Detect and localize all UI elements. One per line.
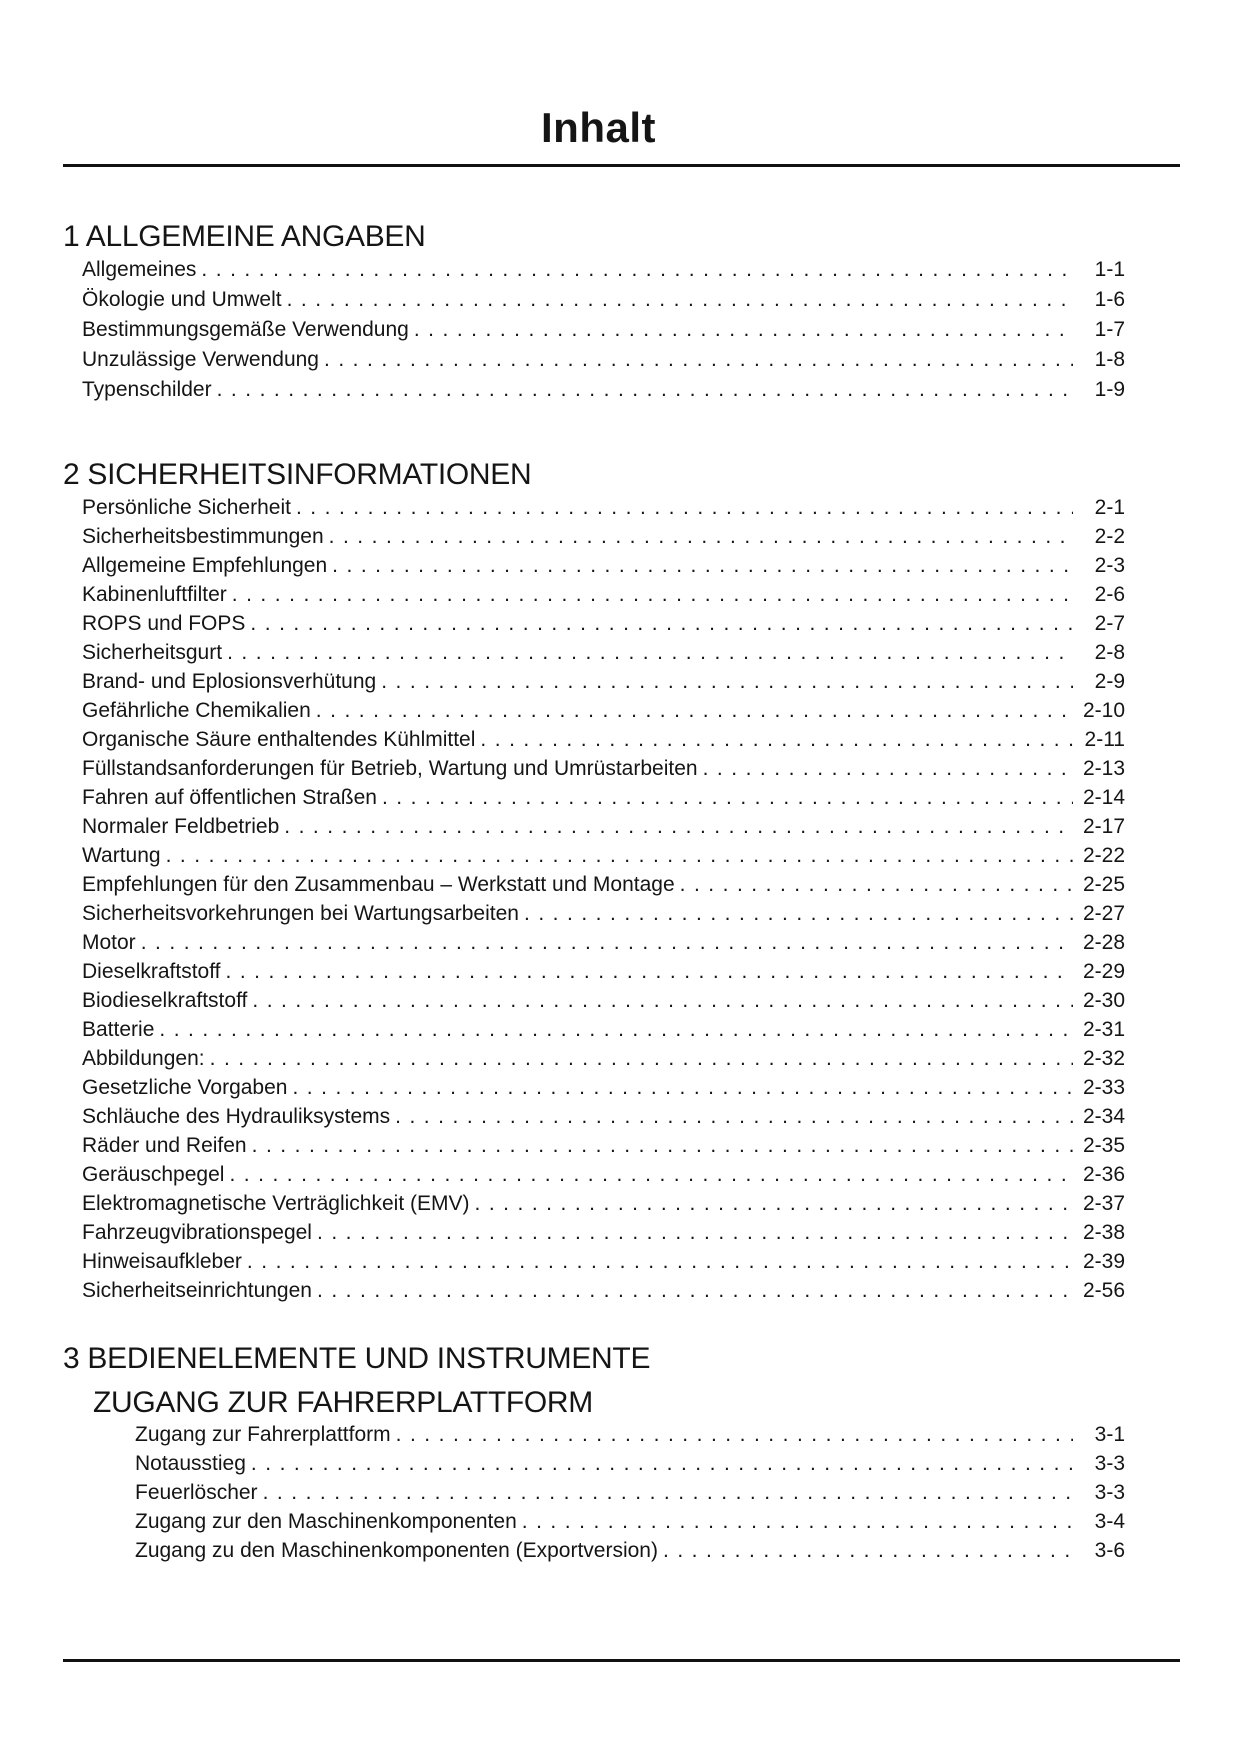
- dot-leader: [287, 1073, 1073, 1102]
- dot-leader: [291, 493, 1073, 522]
- toc-entry-label: Fahrzeugvibrationspegel: [82, 1221, 312, 1244]
- dot-leader: [409, 315, 1073, 345]
- toc-entry: [63, 1131, 1180, 1160]
- toc-entry-label: Brand- und Eplosionsverhütung: [82, 670, 377, 693]
- toc-entry-page: 2-8: [1094, 641, 1125, 664]
- toc-entry-label: Zugang zur den Maschinenkomponenten: [135, 1510, 517, 1533]
- toc-entry-label: Ökologie und Umwelt: [82, 288, 282, 311]
- section-heading: 3 BEDIENELEMENTE UND INSTRUMENTE: [63, 1342, 651, 1375]
- dot-leader: [475, 725, 1073, 754]
- toc-section-2: [63, 457, 1180, 1305]
- dot-leader: [247, 1131, 1073, 1160]
- toc-entry-label: ROPS und FOPS: [82, 612, 246, 635]
- dot-leader: [224, 1160, 1073, 1189]
- toc-entry: [63, 1160, 1180, 1189]
- toc-entry: [63, 522, 1180, 551]
- toc-entry: [63, 1507, 1180, 1536]
- dot-leader: [391, 1420, 1073, 1449]
- toc-entry-page: 1-1: [1094, 258, 1125, 281]
- toc-entry: [63, 1449, 1180, 1478]
- toc-entry-page: 2-33: [1082, 1076, 1125, 1099]
- toc-entry: [63, 1073, 1180, 1102]
- toc-entry-label: Zugang zu den Maschinenkomponenten (Exportversion): [135, 1539, 658, 1562]
- toc-entry-label: Feuerlöscher: [135, 1481, 258, 1504]
- toc-entry-label: Gesetzliche Vorgaben: [82, 1076, 288, 1099]
- toc-entry-label: Normaler Feldbetrieb: [82, 815, 280, 838]
- toc-entry-label: Organische Säure enthaltendes Kühlmittel: [82, 728, 476, 751]
- dot-leader: [258, 1478, 1073, 1507]
- toc-entry-page: 2-7: [1094, 612, 1125, 635]
- dot-leader: [154, 1015, 1073, 1044]
- toc-entry: [63, 1478, 1180, 1507]
- toc-entry-label: Typenschilder: [82, 378, 212, 401]
- toc-entry-label: Wartung: [82, 844, 161, 867]
- toc-section-3: [63, 1341, 1180, 1565]
- toc-entry: [63, 1015, 1180, 1044]
- toc-entry-page: 1-6: [1094, 288, 1125, 311]
- toc-entry: [63, 580, 1180, 609]
- title-rule: [63, 164, 1180, 167]
- dot-leader: [245, 609, 1073, 638]
- dot-leader: [246, 1449, 1073, 1478]
- dot-leader: [282, 285, 1073, 315]
- toc-entry-page: 2-56: [1082, 1279, 1125, 1302]
- toc-entry: [63, 696, 1180, 725]
- toc-entry-label: Elektromagnetische Verträglichkeit (EMV): [82, 1192, 470, 1215]
- toc-entry: [63, 1218, 1180, 1247]
- toc-entry-label: Füllstandsanforderungen für Betrieb, Wartung und Umrüstarbeiten: [82, 757, 698, 780]
- toc-entry-label: Abbildungen:: [82, 1047, 205, 1070]
- toc-entry: [63, 1420, 1180, 1449]
- dot-leader: [221, 957, 1074, 986]
- toc-entry: [63, 667, 1180, 696]
- toc-entry-page: 2-17: [1082, 815, 1125, 838]
- toc-entry-page: 2-27: [1082, 902, 1125, 925]
- section-heading: 2 SICHERHEITSINFORMATIONEN: [63, 458, 532, 491]
- toc-entry: [63, 1536, 1180, 1565]
- toc-entry-page: 2-37: [1082, 1192, 1125, 1215]
- toc-entry: [63, 1044, 1180, 1073]
- toc-entry: [63, 986, 1180, 1015]
- toc-entry: [63, 754, 1180, 783]
- page-title: Inhalt: [541, 104, 656, 151]
- dot-leader: [227, 580, 1073, 609]
- toc-entry-label: Empfehlungen für den Zusammenbau – Werkstatt und Montage: [82, 873, 675, 896]
- dot-leader: [222, 638, 1073, 667]
- toc-entry-page: 2-9: [1094, 670, 1125, 693]
- toc-entry-page: 2-3: [1094, 554, 1125, 577]
- toc-entry-page: 2-25: [1082, 873, 1125, 896]
- dot-leader: [311, 696, 1073, 725]
- toc-entry-label: Biodieselkraftstoff: [82, 989, 248, 1012]
- toc-entry-label: Kabinenluftfilter: [82, 583, 227, 606]
- section-heading: 1 ALLGEMEINE ANGABEN: [63, 220, 426, 253]
- toc-entry: [63, 375, 1180, 405]
- dot-leader: [136, 928, 1073, 957]
- toc-entry-page: 2-35: [1082, 1134, 1125, 1157]
- dot-leader: [205, 1044, 1073, 1073]
- dot-leader: [390, 1102, 1073, 1131]
- toc-entry: [63, 870, 1180, 899]
- toc-entry: [63, 957, 1180, 986]
- toc-entry-page: 1-9: [1094, 378, 1125, 401]
- subsection-heading: ZUGANG ZUR FAHRERPLATTFORM: [93, 1386, 593, 1419]
- toc-entry: [63, 638, 1180, 667]
- toc-entry-label: Sicherheitsvorkehrungen bei Wartungsarbeiten: [82, 902, 519, 925]
- toc-entry: [63, 285, 1180, 315]
- dot-leader: [675, 870, 1073, 899]
- toc-entry-label: Räder und Reifen: [82, 1134, 247, 1157]
- dot-leader: [327, 551, 1073, 580]
- dot-leader: [247, 986, 1073, 1015]
- dot-leader: [161, 841, 1073, 870]
- toc-entry-label: Zugang zur Fahrerplattform: [135, 1423, 391, 1446]
- toc-entry-page: 2-32: [1082, 1047, 1125, 1070]
- toc-entry-label: Motor: [82, 931, 136, 954]
- toc-entry: [63, 1189, 1180, 1218]
- dot-leader: [517, 1507, 1073, 1536]
- dot-leader: [242, 1247, 1073, 1276]
- dot-leader: [312, 1218, 1073, 1247]
- toc-entry-page: 1-7: [1094, 318, 1125, 341]
- toc-entry-label: Geräuschpegel: [82, 1163, 225, 1186]
- toc-entry-page: 2-31: [1082, 1018, 1125, 1041]
- toc-entry: [63, 899, 1180, 928]
- dot-leader: [658, 1536, 1073, 1565]
- dot-leader: [470, 1189, 1074, 1218]
- dot-leader: [377, 783, 1073, 812]
- toc-entry-label: Bestimmungsgemäße Verwendung: [82, 318, 409, 341]
- toc-entry-label: Batterie: [82, 1018, 155, 1041]
- dot-leader: [279, 812, 1073, 841]
- toc-entry-page: 2-6: [1094, 583, 1125, 606]
- toc-entry: [63, 609, 1180, 638]
- toc-entry-page: 2-28: [1082, 931, 1125, 954]
- toc-entry-page: 2-36: [1082, 1163, 1125, 1186]
- dot-leader: [212, 375, 1073, 405]
- toc-subsection: [63, 1385, 1180, 1565]
- toc-entry-page: 2-29: [1082, 960, 1125, 983]
- toc-entry-page: 2-39: [1082, 1250, 1125, 1273]
- toc-entry-label: Notausstieg: [135, 1452, 246, 1475]
- toc-entry: [63, 1276, 1180, 1305]
- toc-entry-page: 2-13: [1082, 757, 1125, 780]
- footer-rule: [63, 1659, 1180, 1662]
- toc-entry-label: Gefährliche Chemikalien: [82, 699, 311, 722]
- dot-leader: [319, 345, 1073, 375]
- toc-entry-page: 2-14: [1082, 786, 1125, 809]
- toc-entry: [63, 783, 1180, 812]
- toc-section-1: [63, 219, 1180, 405]
- toc-entry-page: 2-38: [1082, 1221, 1125, 1244]
- toc-entry-page: 2-30: [1082, 989, 1125, 1012]
- toc-entry: [63, 812, 1180, 841]
- dot-leader: [196, 255, 1073, 285]
- toc-entry-label: Sicherheitsbestimmungen: [82, 525, 324, 548]
- toc-entry-label: Persönliche Sicherheit: [82, 496, 291, 519]
- dot-leader: [519, 899, 1073, 928]
- toc-entry: [63, 1102, 1180, 1131]
- toc-entry-page: 2-34: [1082, 1105, 1125, 1128]
- toc-entry-page: 3-6: [1094, 1539, 1125, 1562]
- toc-entry-label: Fahren auf öffentlichen Straßen: [82, 786, 377, 809]
- toc-entry-page: 2-2: [1094, 525, 1125, 548]
- toc-entry: [63, 551, 1180, 580]
- toc-entry-label: Hinweisaufkleber: [82, 1250, 242, 1273]
- toc-entry: [63, 928, 1180, 957]
- toc-entry-label: Schläuche des Hydrauliksystems: [82, 1105, 391, 1128]
- toc-entry-page: 1-8: [1094, 348, 1125, 371]
- toc-entry-page: 2-22: [1082, 844, 1125, 867]
- toc-entry-label: Allgemeines: [82, 258, 197, 281]
- dot-leader: [698, 754, 1073, 783]
- toc-entry-label: Allgemeine Empfehlungen: [82, 554, 328, 577]
- toc-entry-page: 3-1: [1094, 1423, 1125, 1446]
- toc-entry-page: 2-11: [1084, 728, 1125, 751]
- toc-entry: [63, 493, 1180, 522]
- dot-leader: [324, 522, 1073, 551]
- toc-entry: [63, 345, 1180, 375]
- toc-entry: [63, 725, 1180, 754]
- toc-entry-page: 3-3: [1094, 1481, 1125, 1504]
- toc-entry-label: Dieselkraftstoff: [82, 960, 221, 983]
- toc-entry: [63, 255, 1180, 285]
- toc-entry-page: 3-4: [1094, 1510, 1125, 1533]
- toc-entry-label: Unzulässige Verwendung: [82, 348, 319, 371]
- dot-leader: [376, 667, 1073, 696]
- toc-entry-page: 2-10: [1082, 699, 1125, 722]
- toc-entry-label: Sicherheitsgurt: [82, 641, 223, 664]
- toc-entry-page: 3-3: [1094, 1452, 1125, 1475]
- dot-leader: [312, 1276, 1073, 1305]
- toc-entry: [63, 841, 1180, 870]
- toc-entry-label: Sicherheitseinrichtungen: [82, 1279, 312, 1302]
- toc-entry-page: 2-1: [1094, 496, 1125, 519]
- toc-entry: [63, 1247, 1180, 1276]
- toc-entry: [63, 315, 1180, 345]
